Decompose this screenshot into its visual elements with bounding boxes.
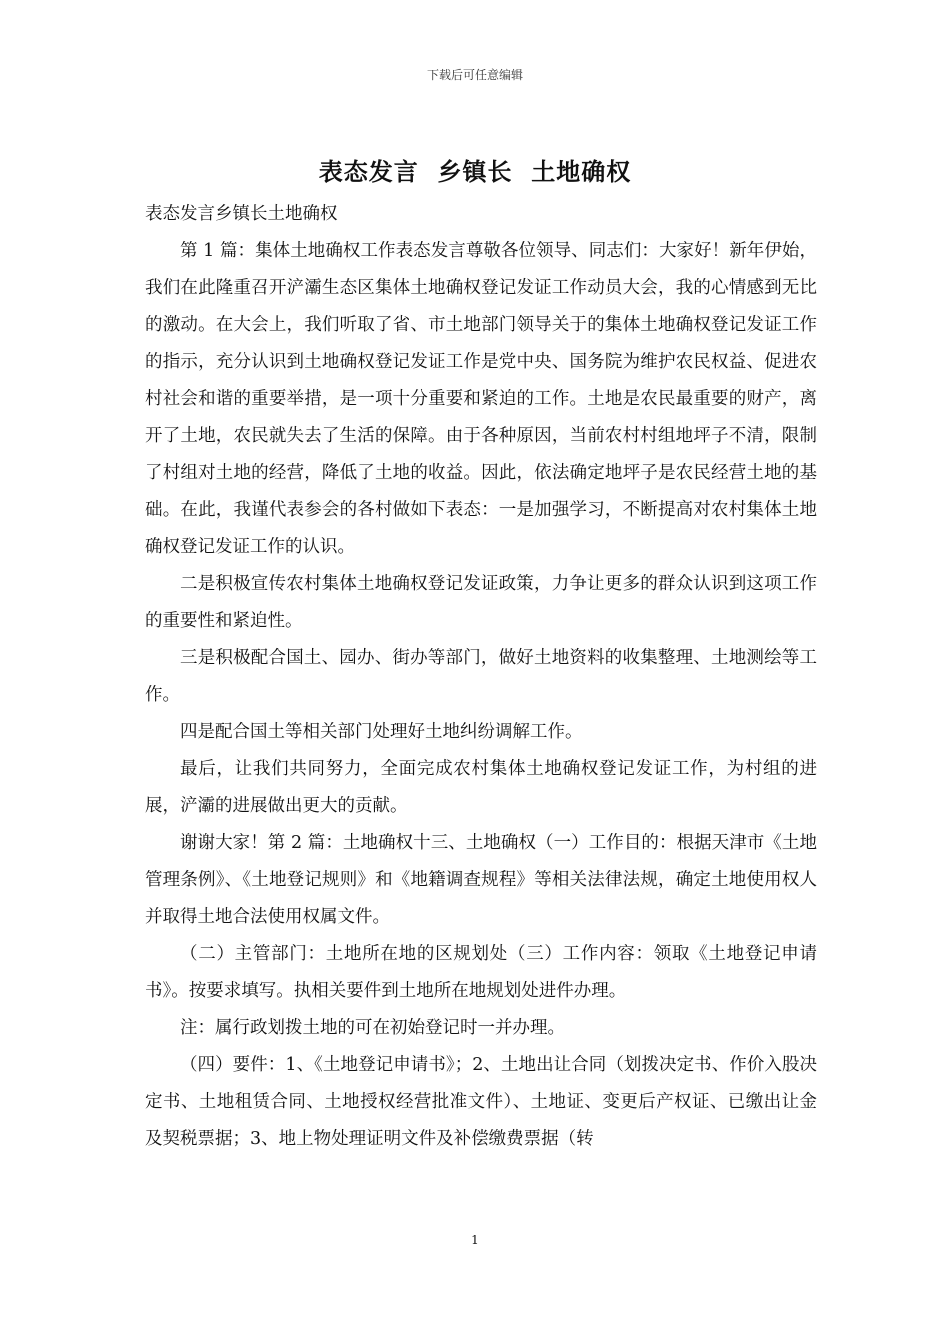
paragraph: 二是积极宣传农村集体土地确权登记发证政策，力争让更多的群众认识到这项工作的重要性和紧迫性。 — [145, 574, 817, 631]
document-body — [145, 196, 817, 1158]
paragraph: 四是配合国土等相关部门处理好土地纠纷调解工作。 — [180, 722, 583, 742]
page-number: 1 — [471, 1233, 479, 1247]
paragraph: 最后，让我们共同努力，全面完成农村集体土地确权登记发证工作，为村组的进展，浐灞的进展做出更大的贡献。 — [145, 759, 817, 816]
paragraph: 谢谢大家！第 2 篇：土地确权十三、土地确权（一）工作目的：根据天津市《土地管理条例》、《土地登记规则》和《地籍调查规程》等相关法律法规，确定土地使用权人并取得土地合法使用权属文件。 — [145, 833, 817, 927]
paragraph: 注：属行政划拨土地的可在初始登记时一并办理。 — [180, 1018, 565, 1038]
paragraph: （二）主管部门：土地所在地的区规划处（三）工作内容：领取《土地登记申请书》。按要求填写。执相关要件到土地所在地规划处进件办理。 — [145, 944, 817, 1001]
paragraph: 第 1 篇：集体土地确权工作表态发言尊敬各位领导、同志们：大家好！新年伊始，我们在此隆重召开浐灞生态区集体土地确权登记发证工作动员大会，我的心情感到无比的激动。在大会上，我们听取了省、市土地部门领导关于的集体土地确权登记发证工作的指示，充分认识到土地确权登记发证工作是党中央、国务院为维护农民权益、促进农村社会和谐的重要举措，是一项十分重要和紧迫的工作。土地是农民最重要的财产，离开了土地，农民就失去了生活的保障。由于各种原因，当前农村村组地坪子不清，限制了村组对土地的经营，降低了土地的收益。因此，依法确定地坪子是农民经营土地的基础。在此，我谨代表参会的各村做如下表态：一是加强学习，不断提高对农村集体土地确权登记发证工作的认识。 — [145, 241, 817, 557]
header-note: 下载后可任意编辑 — [426, 68, 523, 82]
paragraph: （四）要件：1、《土地登记申请书》；2、土地出让合同（划拨决定书、作价入股决定书、土地租赁合同、土地授权经营批准文件）、土地证、变更后产权证、已缴出让金及契税票据；3、地上物处理证明文件及补偿缴费票据（转 — [145, 1055, 817, 1149]
paragraph: 三是积极配合国土、园办、街办等部门，做好土地资料的收集整理、土地测绘等工作。 — [145, 648, 817, 705]
document-subtitle: 表态发言乡镇长土地确权 — [145, 204, 338, 224]
document-title: 表态发言 乡镇长 土地确权 — [318, 158, 632, 186]
